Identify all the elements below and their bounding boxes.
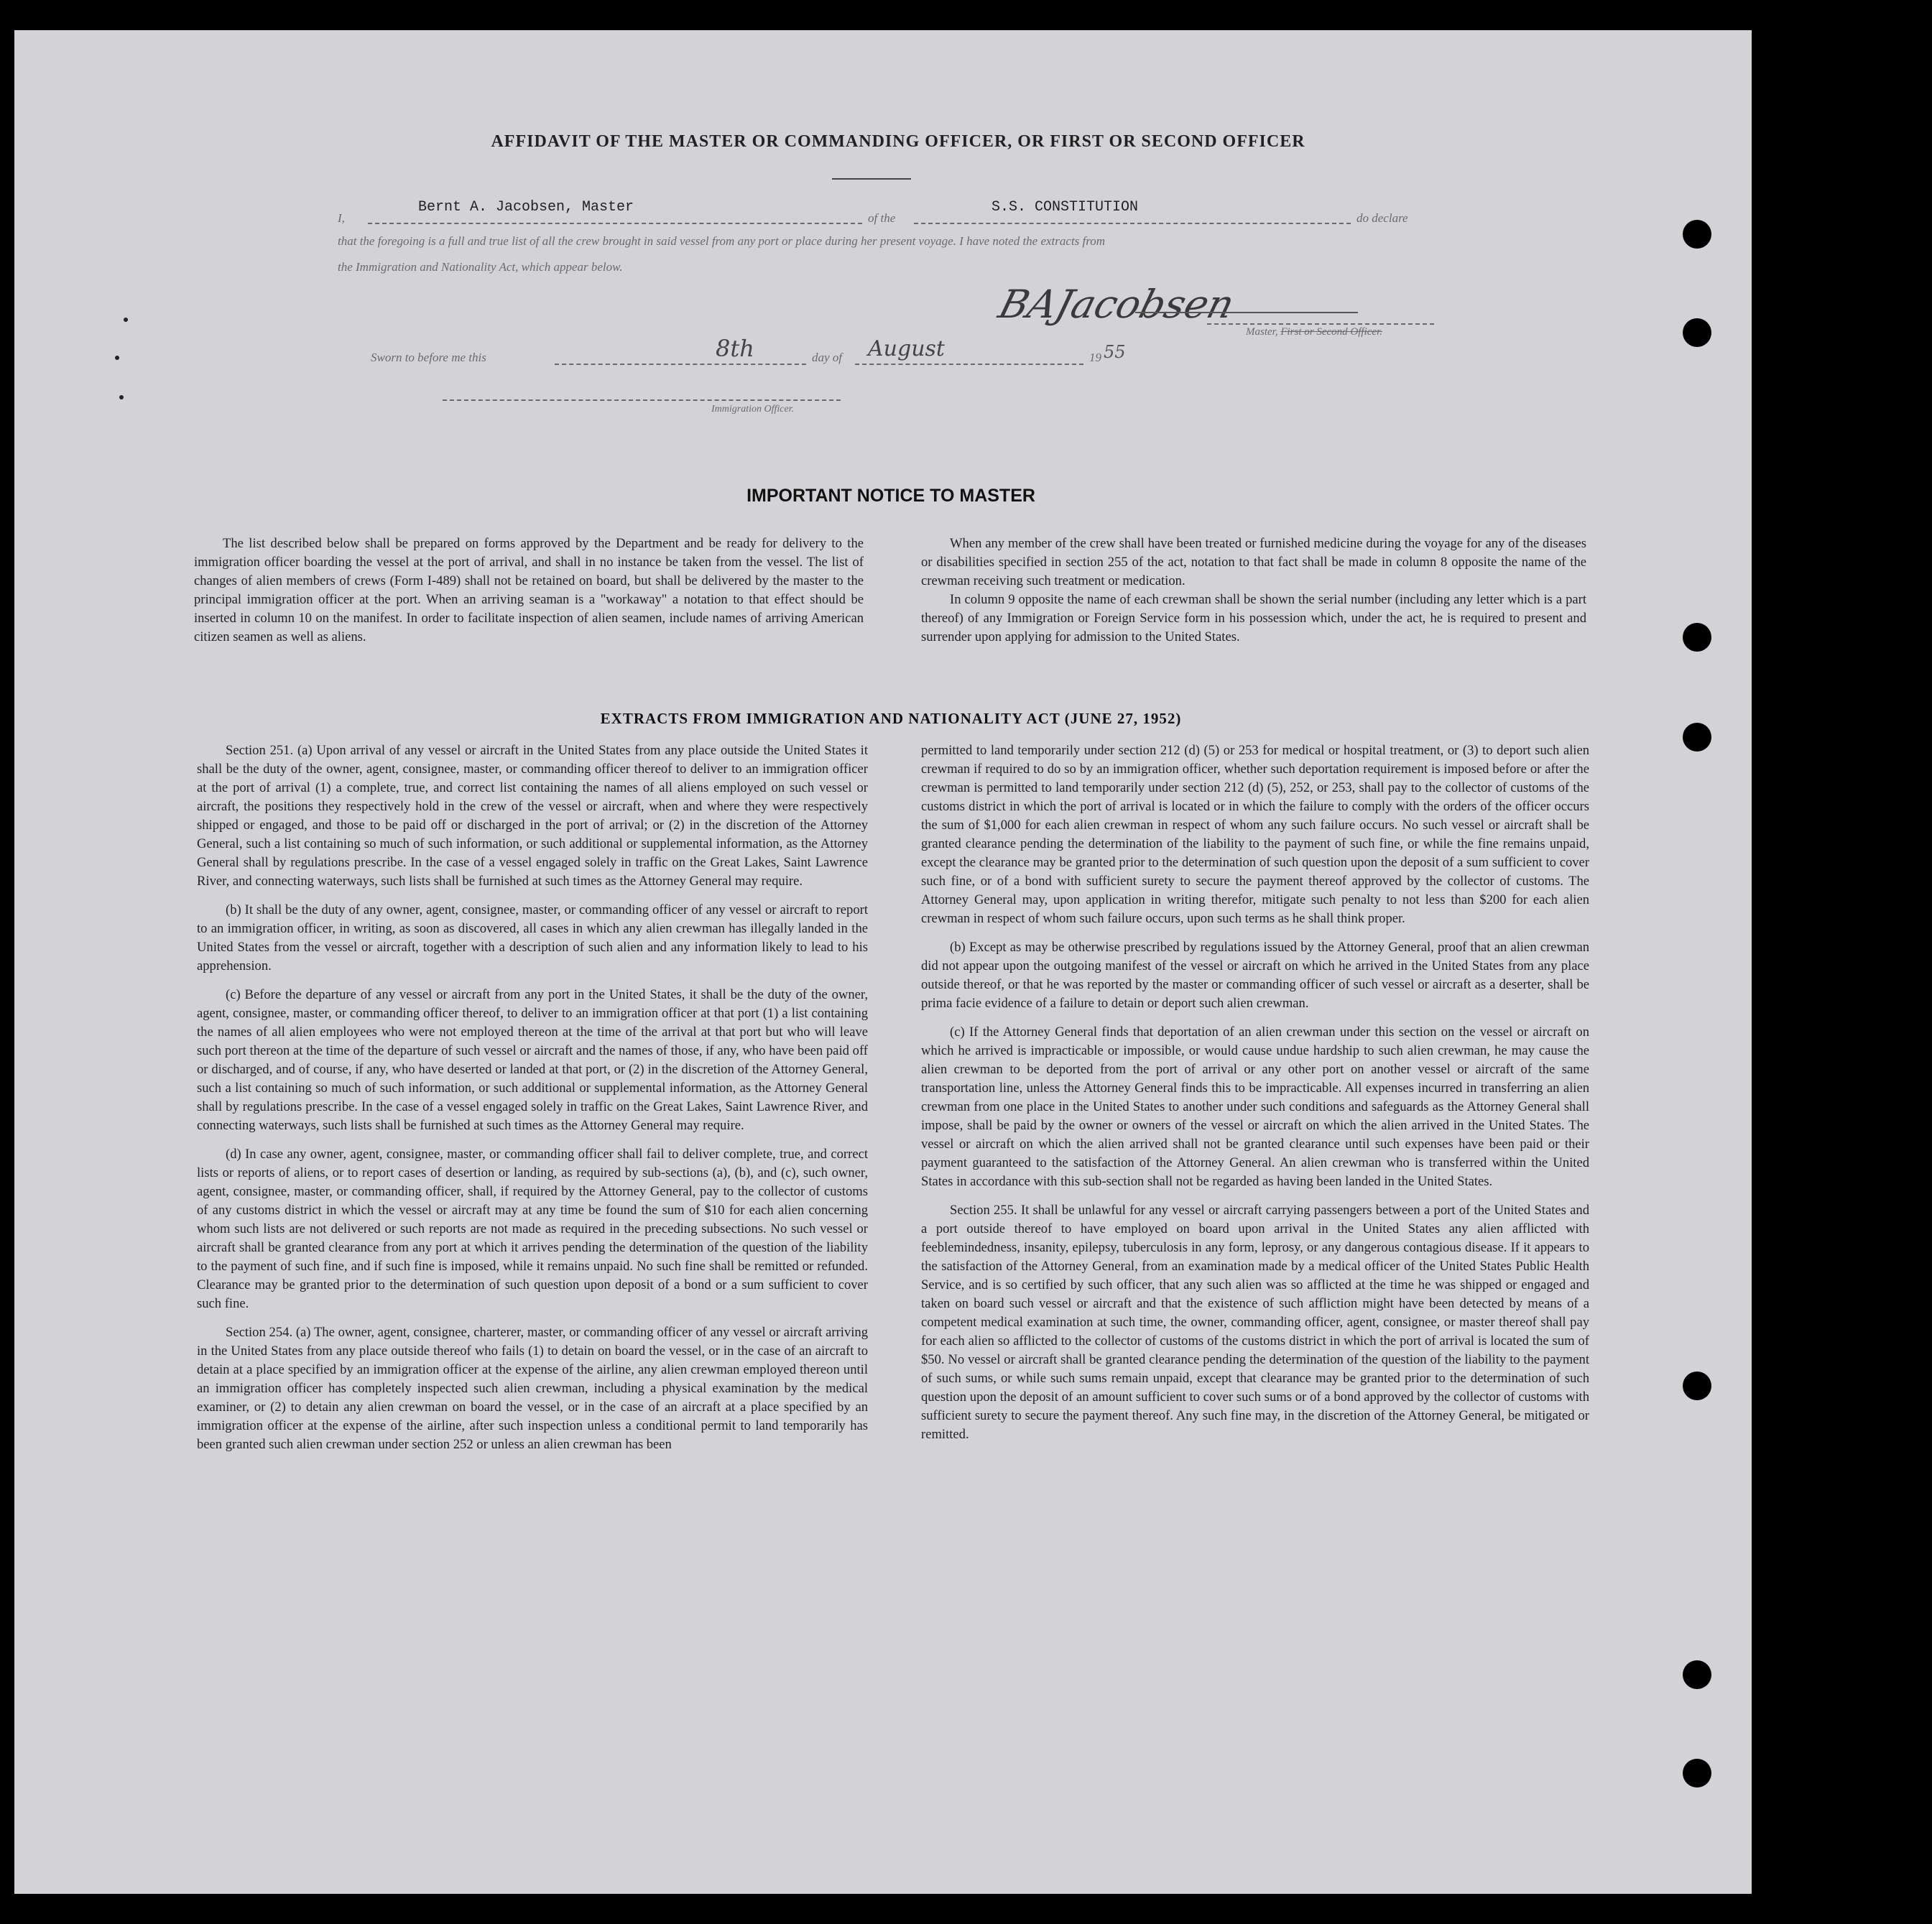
i-label: I, [338, 211, 345, 225]
signer-title [1246, 326, 1382, 338]
punch-hole [1683, 1660, 1711, 1689]
section-254b: (b) Except as may be otherwise prescribed by regulations issued by the Attorney General, proof that an alien crewman did not appear upon the outgoing manifest of the vessel or aircraft on which he arrived in the United States from any place outside thereof, or that he was reported by the master or commanding officer of such vessel or aircraft as a deserter, shall be prima facie evidence of a failure to detain or deport such alien crewman. [921, 940, 1589, 1011]
master-title-text: Master, [1246, 326, 1281, 338]
notice-right-column [921, 535, 1586, 657]
officer-label: Immigration Officer. [711, 404, 795, 415]
affidavit-title: AFFIDAVIT OF THE MASTER OR COMMANDING OFFICER, OR FIRST OR SECOND OFFICER [491, 132, 1305, 151]
notice-title: IMPORTANT NOTICE TO MASTER [747, 486, 1035, 506]
signature-line [1207, 323, 1434, 325]
vessel-name-field: S.S. CONSTITUTION [992, 199, 1139, 216]
scan-speck [119, 395, 124, 399]
section-255: Section 255. It shall be unlawful for any vessel or aircraft carrying passengers between a port of the United States and a port outside thereof to have employed on board upon arrival in the United States any alien afflicted with feeblemindedness, insanity, epilepsy, tuberculosis in any form, leprosy, or any dangerous contagious disease. If it appears to the satisfaction of the Attorney General, from an examination made by a medical officer of the United States Public Health Service, and is so certified by such officer, that any such alien was so afflicted at the time he was shipped or engaged and taken on board such vessel or aircraft and that the existence of such affliction might have been detected by means of a competent medical examination at such time, the owner, commanding officer, agent, consignee, or master thereof shall pay for each alien so afflicted to the collector of customs of the customs district in which the port of arrival is located the sum of $50. No vessel or aircraft shall be granted clearance pending the determination of the question of the liability to the payment of such sums, or while such sums remain unpaid, except that clearance may be granted prior to the determination of such question upon the deposit of an amount sufficient to cover such sums or of a bond approved by the collector of customs with sufficient surety to secure the payment thereof. Any such fine may, in the discretion of the Attorney General, be mitigated or remitted. [921, 1203, 1589, 1442]
sworn-label: Sworn to before me this [371, 351, 486, 364]
of-the-label: of the [868, 211, 896, 225]
extracts-right-column [921, 741, 1589, 1454]
section-254a: Section 254. (a) The owner, agent, consignee, charterer, master, or commanding officer of any vessel or aircraft arriving in the United States from any place outside thereof who fails (1) to detain on board the vessel, or in the case of an aircraft to detain at a place specified by an immigration officer at the expense of the airline, any alien crewman employed thereon until an immigration officer has completely inspected such alien crewman, including a physical examination by the medical examiner, or (2) to detain any alien crewman on board the vessel, or in the case of an aircraft at a place specified by an immigration officer at the expense of the airline, after such inspection unless a conditional permit to land temporarily has been granted such alien crewman under section 252 or unless an alien crewman has been [197, 1325, 868, 1452]
section-251b: (b) It shall be the duty of any owner, agent, consignee, master, or commanding officer of any vessel or aircraft to report to an immigration officer, in writing, as soon as discovered, all cases in which any alien crewman has illegally landed in the United States from the vessel or aircraft, together with a description of such alien and any information likely to lead to his apprehension. [197, 902, 868, 973]
punch-hole [1683, 220, 1711, 249]
declaration-line-3: the Immigration and Nationality Act, which appear below. [338, 260, 623, 274]
notice-right-paragraph-2: In column 9 opposite the name of each crewman shall be shown the serial number (including any letter which is a part thereof) of any Immigration or Foreign Service form in his possession which, under the act, he is required to present and surrender upon applying for admission to the United States. [921, 592, 1586, 644]
extracts-left-column [197, 741, 868, 1464]
declaration-line-2: that the foregoing is a full and true list of all the crew brought in said vessel from any port or place during her present voyage. I have noted the extracts from [338, 234, 1106, 248]
name-field-line [368, 223, 862, 224]
extracts-title: EXTRACTS FROM IMMIGRATION AND NATIONALITY ACT (JUNE 27, 1952) [600, 710, 1182, 727]
year-prefix: 19 [1089, 351, 1101, 364]
signature-flourish [1135, 312, 1358, 313]
punch-hole [1683, 623, 1711, 652]
sworn-month-field: August [868, 336, 945, 361]
punch-hole [1683, 1759, 1711, 1787]
section-251a: Section 251. (a) Upon arrival of any vessel or aircraft in the United States from any place outside the United States it shall be the duty of the owner, agent, consignee, master, or commanding officer thereof to deliver to an immigration officer at the port of arrival (1) a complete, true, and correct list containing the names of all aliens employed on such vessel or aircraft, the positions they respectively hold in the crew of the vessel or aircraft, when and where they were respectively shipped or engaged, and those to be paid off or discharged in the port of arrival; or (2) in the discretion of the Attorney General, such a list containing so much of such information, or such additional or supplemental information, as the Attorney General shall by regulations prescribe. In the case of a vessel engaged solely in traffic on the Great Lakes, Saint Lawrence River, and connecting waterways, such lists shall be furnished at such times as the Attorney General may require. [197, 743, 868, 889]
notice-left-column [194, 535, 864, 657]
sworn-day-field: 8th [716, 335, 754, 362]
section-251d: (d) In case any owner, agent, consignee, master, or commanding officer shall fail to deliver complete, true, and correct lists or reports of aliens, or to report cases of desertion or landing, as required by sub-sections (a), (b), and (c), such owner, agent, consignee, master, or commanding officer, shall, if required by the Attorney General, pay to the collector of customs of any customs district in which the vessel or aircraft may at any time be found the sum of $10 for each alien concerning whom such lists are not delivered or such reports are not made as required in the preceding subsections. No such vessel or aircraft shall be granted clearance from any port at which it arrives pending the determination of the question of the liability to the payment of such fine, and if such fine is imposed, while it remains unpaid. No such fine shall be remitted or refunded. Clearance may be granted prior to the determination of such question upon deposit of a bond or a sum sufficient to cover such fine. [197, 1147, 868, 1311]
notice-right-paragraph-1: When any member of the crew shall have been treated or furnished medicine during the voyage for any of the diseases or disabilities specified in section 255 of the act, notation to that fact shall be made in column 8 opposite the name of the crewman receiving such treatment or medication. [921, 536, 1586, 588]
scan-speck [115, 356, 119, 360]
day-of-label: day of [812, 351, 843, 364]
month-field-line [855, 364, 1083, 365]
do-declare-label: do declare [1356, 211, 1408, 225]
master-name-field: Bernt A. Jacobsen, Master [418, 199, 634, 216]
scan-speck [124, 318, 128, 322]
punch-hole [1683, 723, 1711, 751]
punch-hole [1683, 1372, 1711, 1400]
struck-officer-text: First or Second Officer. [1280, 326, 1382, 338]
officer-signature-line [443, 399, 841, 401]
notice-left-paragraph: The list described below shall be prepared on forms approved by the Department and be ready for delivery to the immigration officer boarding the vessel at the port of arrival, and shall in no instance be taken from the vessel. The list of changes of alien members of crews (Form I-489) shall not be retained on board, but shall be delivered by the master to the principal immigration officer at the port. When an arriving seaman is a "workaway" a notation to that effect should be inserted in column 10 on the manifest. In order to facilitate inspection of alien seamen, include names of arriving American citizen seamen as well as aliens. [194, 536, 864, 644]
sworn-year-field: 55 [1104, 342, 1126, 362]
day-field-line [555, 364, 806, 365]
vessel-field-line [914, 223, 1351, 224]
section-251c: (c) Before the departure of any vessel or aircraft from any port in the United States, it shall be the duty of the owner, agent, consignee, master, or commanding officer thereof, to deliver to an immigration officer at that port (1) a list containing the names of all alien employees who were not employed thereon at the time of the arrival at that port but who will leave such port thereon at the time of the departure of such vessel or aircraft and the names of those, if any, who have been paid off or discharged, and of course, if any, who have deserted or landed at that port, or (2) in the discretion of the Attorney General, such a list containing so much of such information, or such additional or supplemental information, as the Attorney General shall by regulations prescribe. In the case of a vessel engaged solely in traffic on the Great Lakes, Saint Lawrence River, and connecting waterways, such lists shall be furnished at such times as the Attorney General may require. [197, 987, 868, 1133]
punch-hole [1683, 318, 1711, 347]
section-254a-continued: permitted to land temporarily under section 212 (d) (5) or 253 for medical or hospital treatment, or (3) to deport such alien crewman if required to do so by an immigration officer, whether such deportation requirement is imposed before or after the crewman is permitted to land temporarily under section 212 (d) (5), 252, or 253, shall pay to the collector of customs of the customs district in which the port of arrival is located or in which the failure to comply with the orders of the officer occurs the sum of $1,000 for each alien crewman in respect of whom any such failure occurs. No such vessel or aircraft shall be granted clearance pending the determination of the liability to the payment of such fine, or while the fine remains unpaid, except the clearance may be granted prior to the determination of such question upon the deposit of a sum sufficient to cover such fine, or of a bond with sufficient surety to secure the payment thereof approved by the collector of customs. The Attorney General may, upon application in writing therefor, mitigate such penalty to not less than $200 for each alien crewman in respect of whom such failure occurs, upon such terms as he shall think proper. [921, 743, 1589, 926]
section-254c: (c) If the Attorney General finds that deportation of an alien crewman under this section on the vessel or aircraft on which he arrived is impracticable or impossible, or would cause undue hardship to such alien crewman, he may cause the alien crewman to be deported from the port of arrival or any other port on another vessel or aircraft of the same transportation line, unless the Attorney General finds this to be impracticable. All expenses incurred in transferring an alien crewman from one place in the United States to another under such conditions and safeguards as the Attorney General shall impose, shall be paid by the owner or owners of the vessel or aircraft on which the alien arrived in the United States. The vessel or aircraft on which the alien arrived shall not be granted clearance until such expenses have been paid or their payment guaranteed to the satisfaction of the Attorney General. An alien crewman who is transferred within the United States in accordance with this sub-section shall not be regarded as having been landed in the United States. [921, 1025, 1589, 1189]
title-rule [832, 178, 911, 180]
master-signature: BAJacobsen [994, 282, 1239, 327]
